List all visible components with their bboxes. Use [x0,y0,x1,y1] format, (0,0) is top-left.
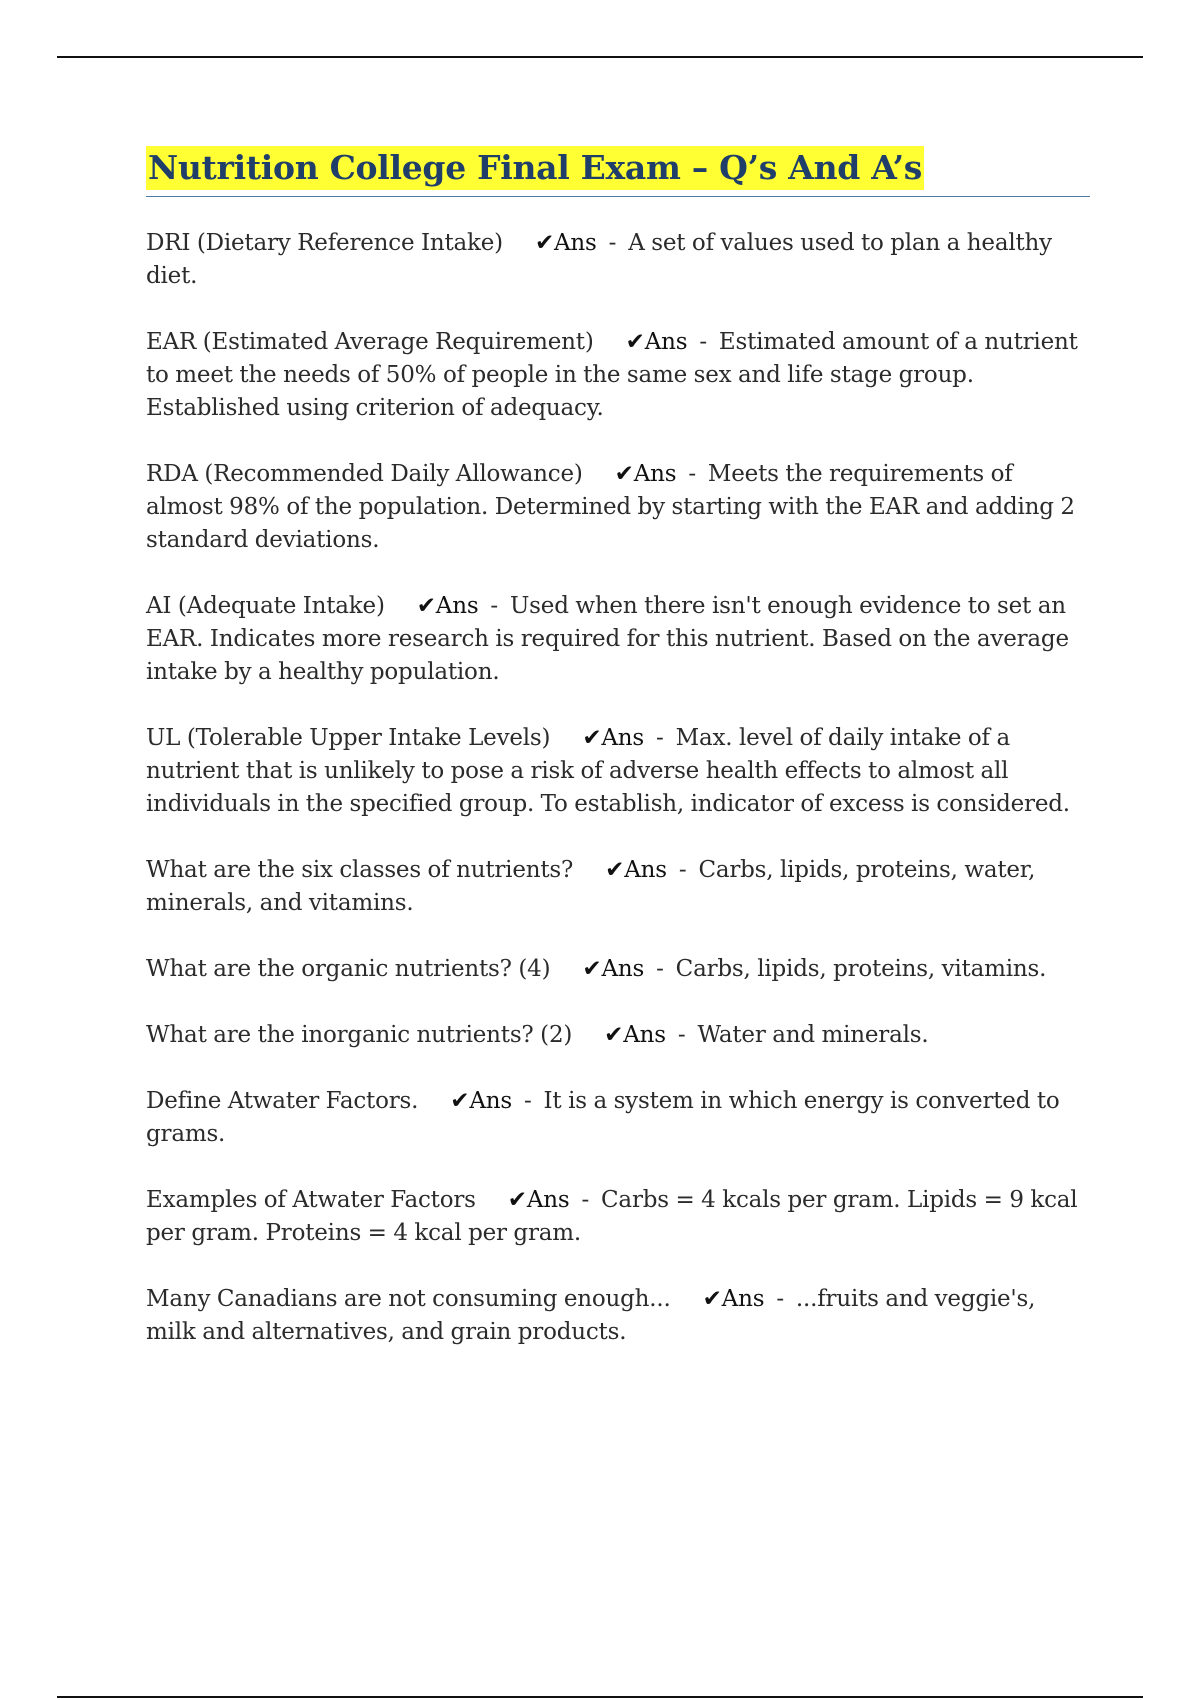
answer-text: Used when there isn't enough evidence to set an EAR. Indicates more research is required for this nutrient. Based on the average intake by a healthy population. [146,593,1069,685]
answer-text: Carbs = 4 kcals per gram. Lipids = 9 kcal per gram. Proteins = 4 kcal per gram. [146,1187,1078,1246]
answer-dash: - [581,1187,590,1213]
qa-list [146,227,1090,1349]
answer-marker: ✔Ans [614,461,677,487]
question-text: Define Atwater Factors. [146,1088,419,1114]
answer-text: ...fruits and veggie's, milk and alternatives, and grain products. [146,1286,1036,1345]
answer-dash: - [490,593,498,619]
qa-item [146,458,1090,557]
question-text: UL (Tolerable Upper Intake Levels) [146,725,551,751]
answer-marker: ✔Ans [534,230,597,256]
qa-item [146,953,1090,986]
qa-item [146,722,1090,821]
question-text: AI (Adequate Intake) [146,593,385,619]
answer-dash: - [688,461,696,487]
header-rule [57,56,1143,58]
answer-marker: ✔Ans [702,1286,765,1312]
answer-dash: - [678,857,687,883]
answer-text: A set of values used to plan a healthy diet. [146,230,1052,289]
question-text: Many Canadians are not consuming enough... [146,1286,671,1312]
answer-dash: - [523,1088,532,1114]
question-text: What are the organic nutrients? (4) [146,956,551,982]
qa-item [146,1283,1090,1349]
answer-text: Meets the requirements of almost 98% of the population. Determined by starting with the EAR and adding 2 standard deviations. [146,461,1075,553]
answer-dash: - [656,725,664,751]
answer-dash: - [608,230,617,256]
answer-text: Carbs, lipids, proteins, vitamins. [675,956,1047,982]
answer-marker: ✔Ans [604,1022,666,1048]
answer-marker: ✔Ans [582,956,645,982]
question-text: Examples of Atwater Factors [146,1187,476,1213]
answer-text: Carbs, lipids, proteins, water, minerals, and vitamins. [146,857,1036,916]
qa-item [146,326,1090,425]
qa-item [146,854,1090,920]
answer-marker: ✔Ans [450,1088,512,1114]
answer-marker: ✔Ans [582,725,645,751]
answer-dash: - [699,329,707,355]
answer-text: Estimated amount of a nutrient to meet the needs of 50% of people in the same sex and life stage group. Established using criterion of adequacy. [146,329,1078,421]
title-block [146,146,1090,197]
answer-dash: - [656,956,664,982]
answer-dash: - [776,1286,784,1312]
answer-marker: ✔Ans [625,329,688,355]
document-title: Nutrition College Final Exam – Q’s And A’s [146,146,924,190]
question-text: DRI (Dietary Reference Intake) [146,230,503,256]
qa-item [146,1085,1090,1151]
answer-text: Water and minerals. [697,1022,929,1048]
document-body [146,146,1090,1382]
answer-text: It is a system in which energy is converted to grams. [146,1088,1060,1147]
answer-marker: ✔Ans [605,857,667,883]
qa-item [146,590,1090,689]
qa-item [146,227,1090,293]
qa-item [146,1019,1090,1052]
question-text: RDA (Recommended Daily Allowance) [146,461,583,487]
qa-item [146,1184,1090,1250]
question-text: What are the inorganic nutrients? (2) [146,1022,573,1048]
question-text: What are the six classes of nutrients? [146,857,574,883]
answer-marker: ✔Ans [416,593,479,619]
footer-rule [57,1696,1143,1698]
answer-dash: - [677,1022,686,1048]
answer-marker: ✔Ans [507,1187,570,1213]
question-text: EAR (Estimated Average Requirement) [146,329,594,355]
answer-text: Max. level of daily intake of a nutrient that is unlikely to pose a risk of adverse health effects to almost all individuals in the specified group. To establish, indicator of excess is considered. [146,725,1070,817]
